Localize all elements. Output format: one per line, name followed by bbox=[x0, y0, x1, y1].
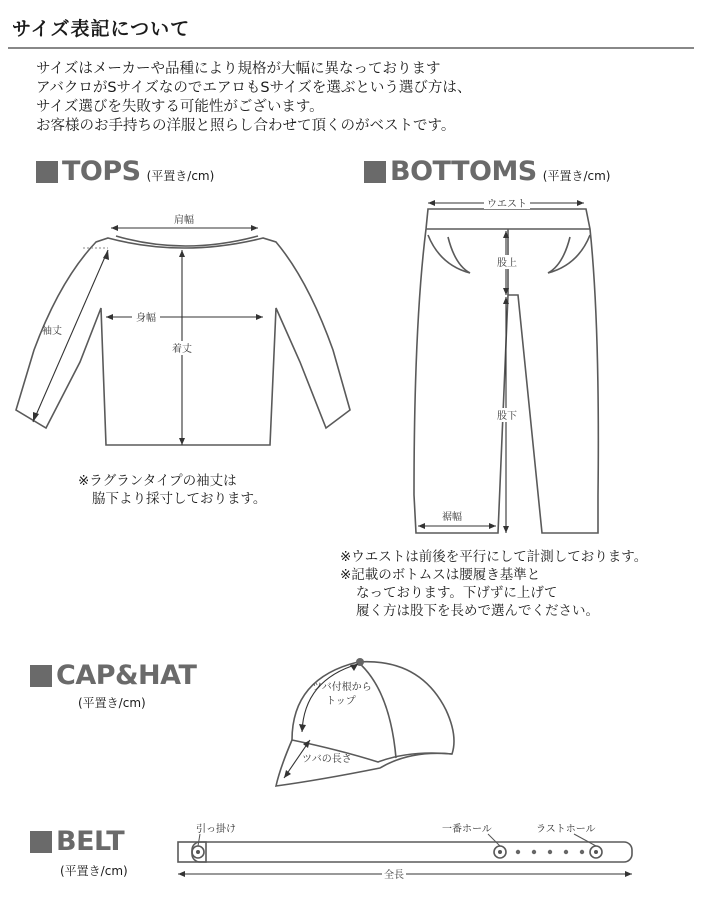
intro-line: サイズ選びを失敗する可能性がございます。 bbox=[36, 99, 324, 115]
arrowhead bbox=[577, 200, 584, 206]
arrowhead bbox=[428, 200, 435, 206]
arrowhead bbox=[179, 250, 185, 257]
sleeve-label: 袖丈 bbox=[42, 326, 62, 337]
shoulder-label: 肩幅 bbox=[174, 215, 194, 226]
note-line: 脇下より採寸しております。 bbox=[92, 491, 267, 507]
arrowhead bbox=[299, 724, 306, 732]
belt-total-label: 全長 bbox=[384, 870, 404, 881]
pants-left-pocket bbox=[428, 235, 470, 273]
arrowhead bbox=[350, 664, 358, 671]
arrowhead bbox=[284, 770, 291, 778]
bottoms-diagram bbox=[400, 195, 620, 540]
intro-line: サイズはメーカーや品種により規格が大幅に異なっております bbox=[36, 61, 441, 77]
arrowhead bbox=[256, 314, 263, 320]
heading-square-icon bbox=[30, 665, 52, 687]
belt-heading bbox=[30, 826, 124, 857]
cap-heading bbox=[30, 660, 196, 691]
belt-hole bbox=[580, 850, 584, 854]
arrowhead bbox=[179, 438, 185, 445]
rise-label: 股上 bbox=[497, 258, 517, 269]
arrowhead bbox=[489, 523, 496, 529]
heading-square-icon bbox=[30, 831, 52, 853]
intro-line: お客様のお手持ちの洋服と照らし合わせて頂くのがベストです。 bbox=[36, 118, 456, 134]
cap-diagram bbox=[270, 650, 470, 795]
heading-square-icon bbox=[36, 161, 58, 183]
belt-hole bbox=[516, 850, 520, 854]
arrowhead bbox=[111, 225, 118, 231]
leader-line bbox=[488, 834, 500, 846]
note-line: ※記載のボトムスは腰履き基準と bbox=[340, 567, 541, 583]
waist-label: ウエスト bbox=[487, 199, 527, 210]
belt-first-hole-dot bbox=[498, 850, 502, 854]
tops-diagram bbox=[8, 200, 358, 460]
length-label: 着丈 bbox=[172, 344, 192, 355]
inseam-label: 股下 bbox=[497, 411, 517, 422]
tops-notes bbox=[78, 472, 266, 508]
cap-top-label-2: トップ bbox=[326, 696, 356, 707]
bottoms-notes bbox=[340, 548, 647, 620]
belt-last-hole-dot bbox=[594, 850, 598, 854]
chest-label: 身幅 bbox=[136, 313, 156, 324]
bottoms-title: BOTTOMS bbox=[390, 156, 537, 187]
belt-first-hole-label: 一番ホール bbox=[442, 824, 492, 835]
cap-brim-label: ツバの長さ bbox=[302, 754, 352, 765]
intro-line: アバクロがSサイズなのでエアロもSサイズを選ぶという選び方は、 bbox=[36, 80, 472, 96]
tops-title: TOPS bbox=[62, 156, 141, 187]
heading-square-icon bbox=[364, 161, 386, 183]
note-line: 履く方は股下を長めで選んでください。 bbox=[356, 603, 599, 619]
arrowhead bbox=[625, 871, 632, 877]
cap-title: CAP&HAT bbox=[56, 660, 197, 691]
belt-hole bbox=[564, 850, 568, 854]
hem-label: 裾幅 bbox=[442, 512, 462, 523]
tops-heading bbox=[36, 156, 214, 187]
pants-right-pocket bbox=[548, 235, 590, 273]
arrowhead bbox=[33, 412, 39, 422]
arrowhead bbox=[251, 225, 258, 231]
cap-crown bbox=[292, 662, 454, 762]
cap-seam bbox=[358, 662, 396, 758]
arrowhead bbox=[303, 740, 310, 748]
belt-buckle-label: 引っ掛け bbox=[196, 824, 236, 835]
bottoms-unit: (平置き/cm) bbox=[542, 169, 611, 183]
arrowhead bbox=[178, 871, 185, 877]
belt-unit: (平置き/cm) bbox=[60, 864, 128, 878]
belt-last-hole-label: ラストホール bbox=[536, 824, 596, 835]
belt-buckle-pin-dot bbox=[196, 850, 200, 854]
belt-diagram bbox=[170, 820, 640, 890]
note-line: ※ラグランタイプの袖丈は bbox=[78, 473, 237, 489]
arrowhead bbox=[418, 523, 425, 529]
bottoms-heading bbox=[364, 156, 610, 187]
page-title: サイズ表記について bbox=[12, 18, 191, 40]
cap-unit: (平置き/cm) bbox=[78, 696, 146, 710]
leader-line bbox=[574, 834, 596, 846]
arrowhead bbox=[106, 314, 113, 320]
belt-hole bbox=[532, 850, 536, 854]
note-line: なっております。下げずに上げて bbox=[356, 585, 558, 601]
leader-line bbox=[198, 834, 200, 846]
title-divider bbox=[8, 47, 694, 49]
cap-top-label-1: ツバ付根から bbox=[312, 682, 372, 693]
belt-title: BELT bbox=[56, 826, 125, 857]
belt-hole bbox=[548, 850, 552, 854]
intro-text bbox=[36, 60, 471, 136]
tops-unit: (平置き/cm) bbox=[146, 169, 215, 183]
note-line: ※ウエストは前後を平行にして計測しております。 bbox=[340, 549, 648, 565]
arrowhead bbox=[503, 526, 509, 533]
